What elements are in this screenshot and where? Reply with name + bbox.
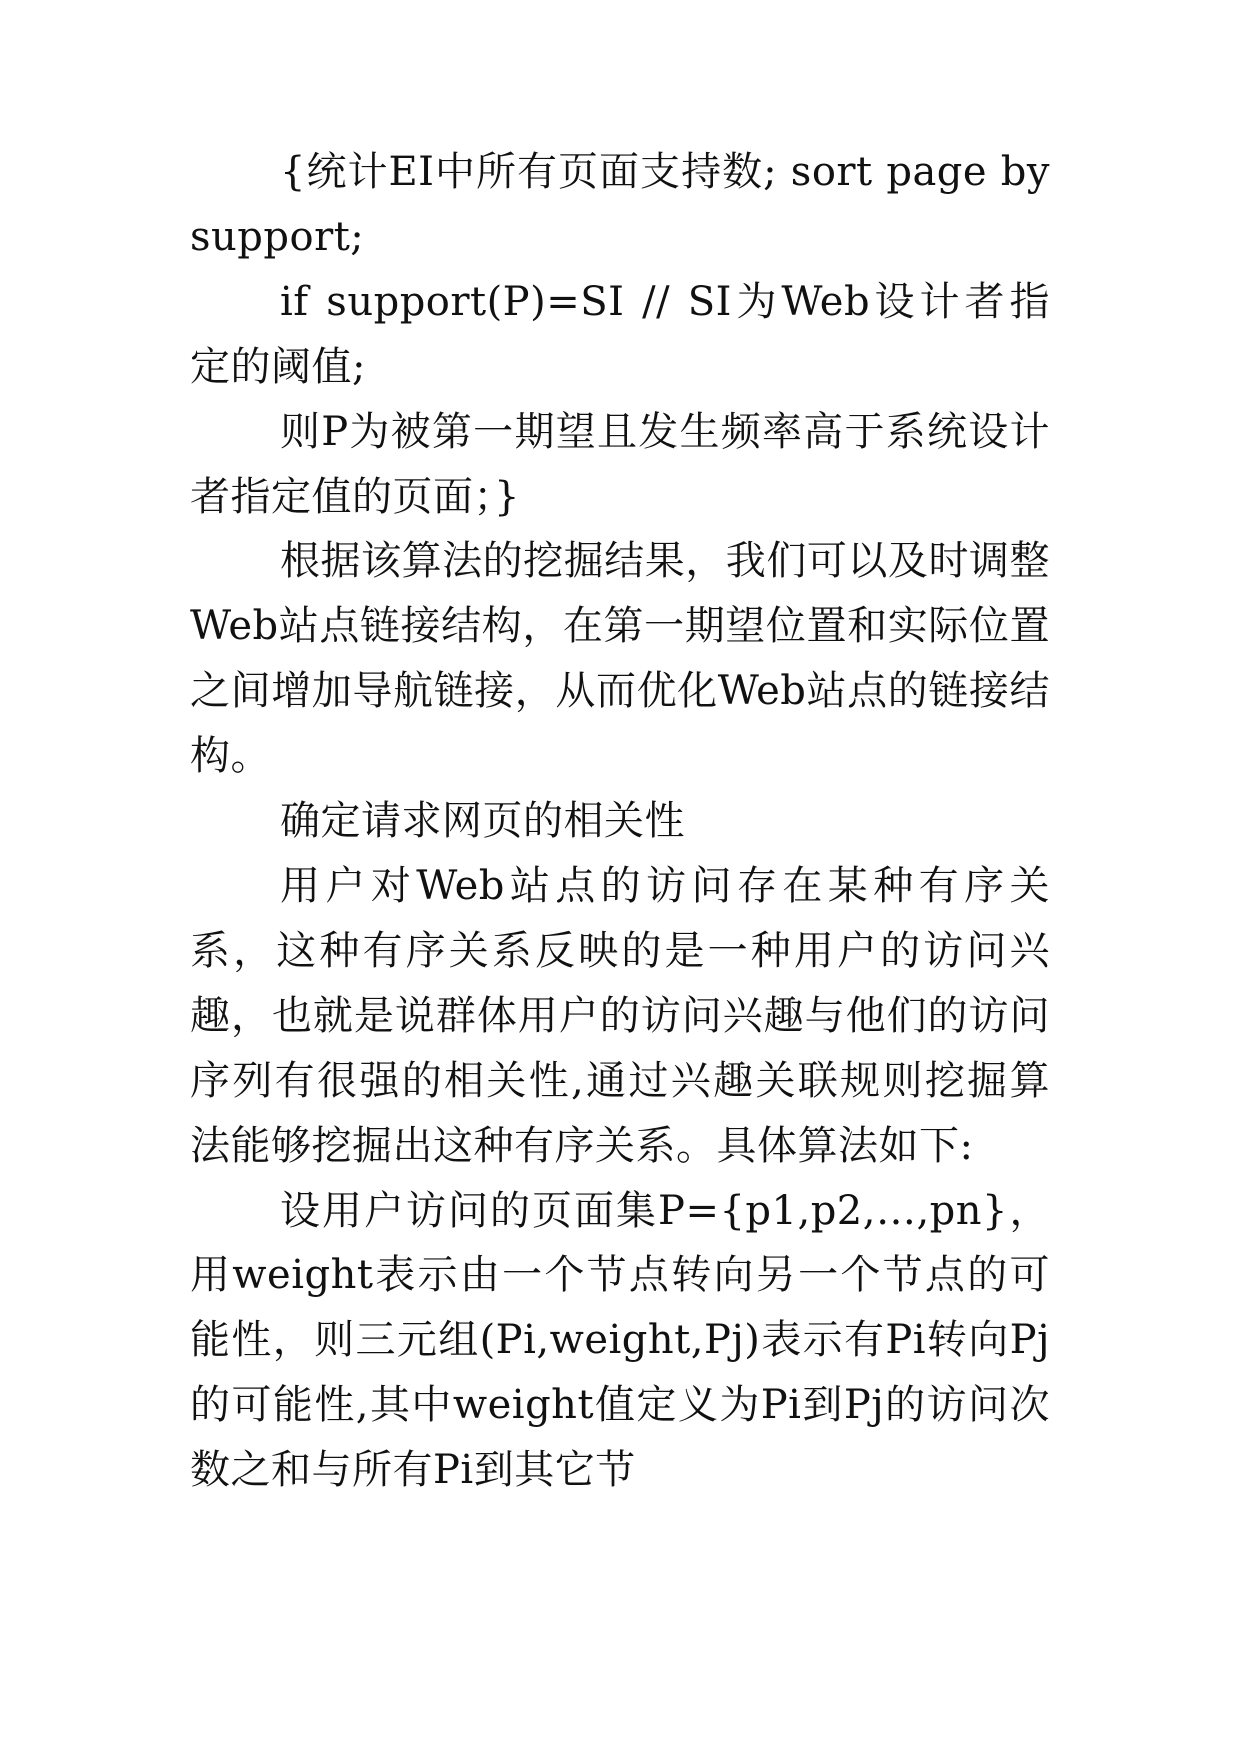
paragraph-pseudocode-if: if support(P)=SI // SI为Web设计者指定的阈值; [190, 278, 1050, 390]
paragraph-page-set: 设用户访问的页面集P={p1,p2,…,pn}，用weight表示由一个节点转向另一个节点的可能性，则三元组(Pi,weight,Pj)表示有Pi转向Pj的可能性,其中weight值定义为Pi到Pj的访问次数之和与所有Pi到其它节 [190, 1187, 1050, 1494]
paragraph-access-order: 用户对Web站点的访问存在某种有序关系，这种有序关系反映的是一种用户的访问兴趣，也就是说群体用户的访问兴趣与他们的访问序列有很强的相关性,通过兴趣关联规则挖掘算法能够挖掘出这种有序关系。具体算法如下: [190, 862, 1050, 1169]
paragraph-mining-result: 根据该算法的挖掘结果，我们可以及时调整Web站点链接结构，在第一期望位置和实际位置之间增加导航链接，从而优化Web站点的链接结构。 [190, 538, 1050, 780]
document-page [190, 140, 1050, 1503]
paragraph-pseudocode-count: {统计EI中所有页面支持数; sort page by support; [190, 149, 1050, 260]
paragraph-pseudocode-then: 则P为被第一期望且发生频率高于系统设计者指定值的页面；} [190, 408, 1050, 520]
section-heading: 确定请求网页的相关性 [280, 798, 685, 845]
